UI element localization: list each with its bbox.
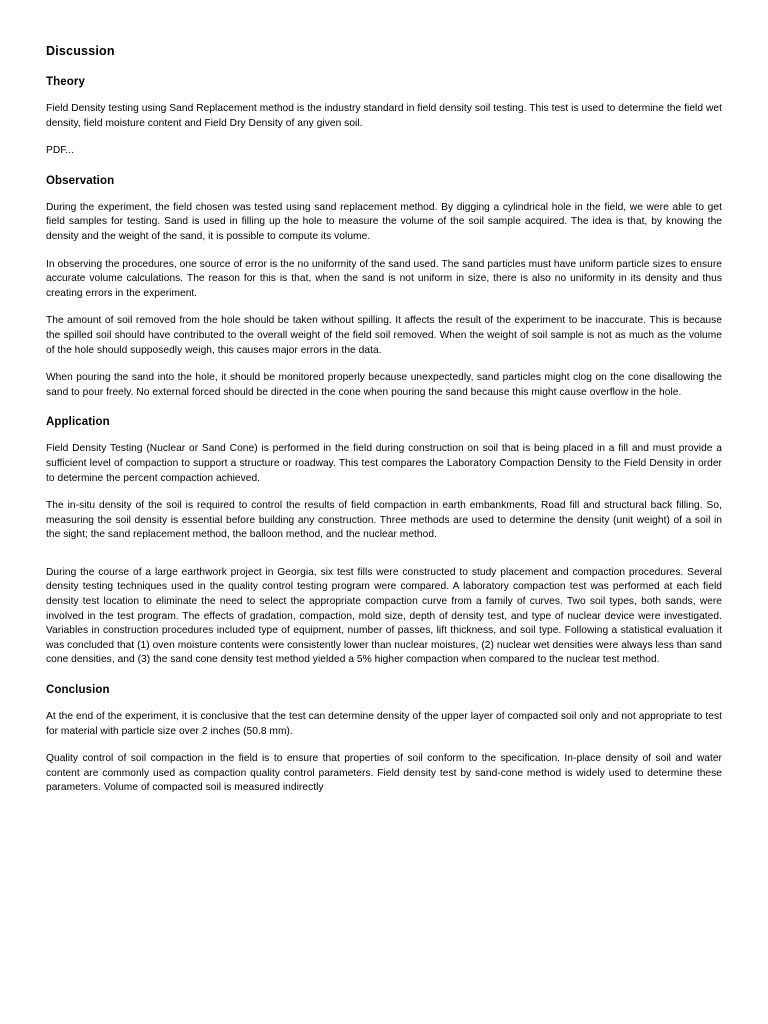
paragraph-spacer — [46, 556, 722, 566]
paragraph: During the experiment, the field chosen was tested using sand replacement method. By digging a cylindrical hole in the field, we were able to get field samples for testing. Sand is used in filling up the hole to measure the volume of the soil sample acquired. The idea is that, by knowing the density and the weight of the sand, it is possible to compute its volume. — [46, 201, 722, 242]
section-heading-conclusion: Conclusion — [46, 684, 110, 697]
paragraph: The amount of soil removed from the hole should be taken without spilling. It affects the result of the experiment to be inaccurate. This is because the spilled soil should have contributed to the overall weight of the field soil removed. When the weight of soil sample is not as much as the volume of the hole should supposedly weigh, this causes major errors in the data. — [46, 315, 722, 356]
paragraph: The in-situ density of the soil is required to control the results of field compaction in earth embankments, Road fill and structural back filling. So, measuring the soil density is essential before building any construction. Three methods are used to determine the density (unit weight) of a soil in the sight; the sand replacement method, the balloon method, and the nuclear method. — [46, 500, 722, 541]
section-heading-application: Application — [46, 416, 110, 429]
paragraph: PDF... — [46, 145, 75, 157]
section-heading-theory: Theory — [46, 76, 85, 88]
paragraph: Quality control of soil compaction in the field is to ensure that properties of soil conform to the specification. In-place density of soil and water content are commonly used as compaction quality control parameters. Field density test by sand-cone method is widely used to determine these parameters. Volume of compacted soil is measured indirectly — [46, 753, 722, 794]
page-title: Discussion — [46, 44, 115, 58]
paragraph: When pouring the sand into the hole, it should be monitored properly because unexpectedly, sand particles might clog on the cone disallowing the sand to pour freely. No external forced should be directed in the cone when pouring the sand because this might cause overflow in the hole. — [46, 372, 722, 398]
paragraph: Field Density testing using Sand Replacement method is the industry standard in field density soil testing. This test is used to determine the field wet density, field moisture content and Field Dry Density of any given soil. — [46, 103, 722, 129]
paragraph: Field Density Testing (Nuclear or Sand Cone) is performed in the field during construction on soil that is being placed in a fill and must provide a sufficient level of compaction to support a structure or roadway. This test compares the Laboratory Compaction Density to the Field Density in order to determine the percent compaction achieved. — [46, 443, 722, 484]
paragraph: At the end of the experiment, it is conclusive that the test can determine density of the upper layer of compacted soil only and not appropriate to test for material with particle size over 2 inches (50.8 mm). — [46, 711, 722, 737]
section-heading-observation: Observation — [46, 174, 115, 187]
paragraph: In observing the procedures, one source of error is the no uniformity of the sand used. The sand particles must have uniform particle sizes to ensure accurate volume calculations. The reason for this is that, when the sand is not uniform in size, there is also no uniformity in its density and thus creating errors in the experiment. — [46, 258, 722, 299]
paragraph: During the course of a large earthwork project in Georgia, six test fills were constructed to study placement and compaction procedures. Several density testing techniques used in the quality control testing program were compared. A laboratory compaction test was performed at each field density test location to eliminate the need to select the appropriate compaction curve from a family of curves. Two soil types, both sands, were involved in the test program. The effects of gradation, compaction, mold size, depth of density test, and type of nuclear device were investigated. Variables in construction procedures included type of equipment, number of passes, lift thickness, and soil type. Following a statistical evaluation it was concluded that (1) oven moisture contents were consistently lower than nuclear moistures, (2) nuclear wet densities were always less than sand cone densities, and (3) the sand cone density test method yielded a 5% higher compaction when compared to the nuclear test method. — [46, 566, 722, 666]
